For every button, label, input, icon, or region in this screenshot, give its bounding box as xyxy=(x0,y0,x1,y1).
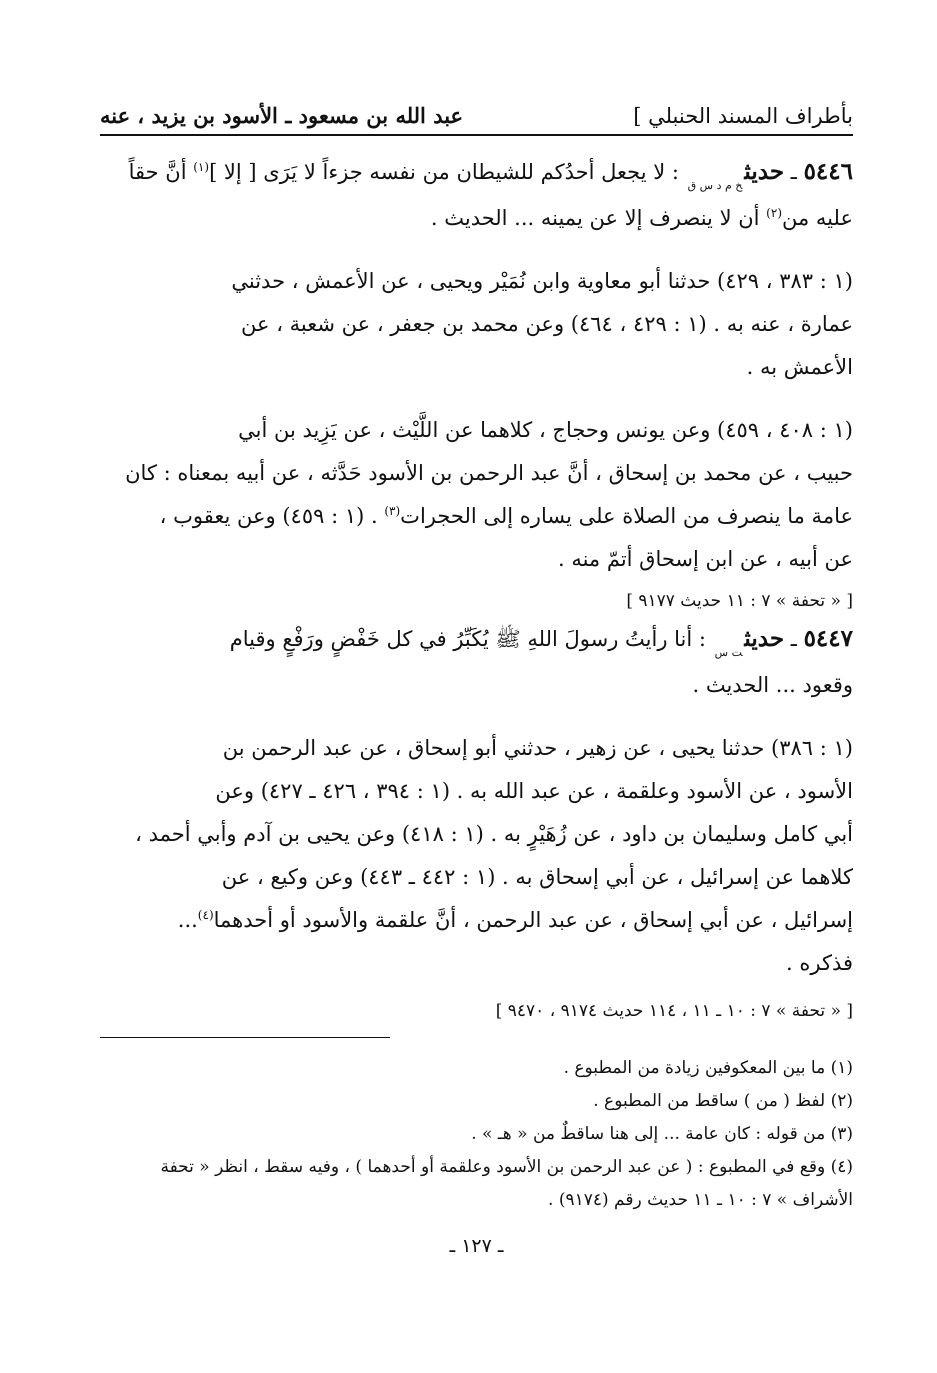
text-segment: إسرائيل ، عن أبي إسحاق ، عن عبد الرحمن ، أنَّ علقمة والأسود أو أحدهما xyxy=(213,908,853,932)
header-narrator-name: الأسود بن يزيد ، عنه xyxy=(100,103,278,128)
footnote-ref-4: (٤) xyxy=(197,908,214,922)
footnote-4-continued: الأشراف » ٧ : ١٠ ـ ١١ حديث رقم (٩١٧٤) . xyxy=(548,1190,853,1210)
text-line: (١ : ٣٨٣ ، ٤٢٩) حدثنا أبو معاوية وابن نُمَيْر ويحيى ، عن الأعمش ، حدثني xyxy=(231,269,853,293)
footnote-ref-1: (١) xyxy=(193,160,210,174)
hadith-number: ٥٤٤٧ xyxy=(803,625,853,652)
hadith-text: : أنا رأيتُ رسولَ اللهِ ﷺ يُكَبِّرُ في كل خَفْضٍ ورَفْعٍ وقيام xyxy=(229,627,706,651)
text-line xyxy=(100,495,853,538)
hadith-text: عليه من xyxy=(782,206,853,230)
hadith-label: حديث xyxy=(744,625,785,652)
footnote-4: (٤) وقع في المطبوع : ( عن عبد الرحمن بن الأسود وعلقمة أو أحدهما ) ، وفيه سقط ، انظر « تحفة xyxy=(160,1157,853,1177)
page-number: ـ ١٢٧ ـ xyxy=(449,1235,504,1257)
footnote-divider xyxy=(100,1037,390,1038)
document-page xyxy=(100,96,853,1257)
text-line: الأسود ، عن الأسود وعلقمة ، عن عبد الله به . (١ : ٣٩٤ ، ٤٢٦ ـ ٤٢٧) وعن xyxy=(215,779,853,803)
header-section xyxy=(100,103,463,128)
header-separator: ـ xyxy=(285,103,292,128)
hadith-sigla: خ م د س ق xyxy=(687,179,743,192)
hadith-number: ٥٤٤٦ xyxy=(803,158,853,185)
text-line: عن أبيه ، عن ابن إسحاق أتمّ منه . xyxy=(557,547,853,571)
text-line: (١ : ٣٨٦) حدثنا يحيى ، عن زهير ، حدثني أبو إسحاق ، عن عبد الرحمن بن xyxy=(222,736,853,760)
header-companion-name: عبد الله بن مسعود xyxy=(298,103,464,128)
hadith-dash: ـ xyxy=(790,627,797,651)
hadith-dash: ـ xyxy=(790,160,797,184)
footnote-2: (٢) لفظ ( من ) ساقط من المطبوع . xyxy=(593,1091,853,1111)
hadith-sigla: ت س xyxy=(714,646,743,659)
footnote-1: (١) ما بين المعكوفين زيادة من المطبوع . xyxy=(563,1058,853,1078)
header-book-title: بأطراف المسند الحنبلي ] xyxy=(633,104,853,128)
footnote-ref-3: (٣) xyxy=(384,504,401,518)
text-segment: ... xyxy=(177,908,198,932)
footnote-ref-2: (٢) xyxy=(766,206,782,220)
hadith-text: : لا يجعل أحدُكم للشيطان من نفسه جزءاً لا يَرَى [ إلا ] xyxy=(209,160,679,184)
tuhfa-reference-2: [ « تحفة » ٧ : ١٠ ـ ١١ ، ١١٤ حديث ٩١٧٤ ، ٩٤٧٠ ] xyxy=(495,1001,853,1021)
text-line: عمارة ، عنه به . (١ : ٤٢٩ ، ٤٦٤) وعن محمد بن جعفر ، عن شعبة ، عن xyxy=(241,312,853,336)
isnad-paragraph-1 xyxy=(100,260,853,389)
isnad-paragraph-2 xyxy=(100,409,853,581)
text-line xyxy=(100,899,853,942)
text-segment: . (١ : ٤٥٩) وعن يعقوب ، xyxy=(159,504,378,528)
tuhfa-reference-1: [ « تحفة » ٧ : ١١ حديث ٩١٧٧ ] xyxy=(626,591,853,611)
hadith-text: وقعود ... الحديث . xyxy=(692,673,853,697)
hadith-text: أنَّ حقاً xyxy=(128,160,187,184)
footnotes xyxy=(100,1038,853,1217)
text-line: أبي كامل وسليمان بن داود ، عن زُهَيْرٍ به . (١ : ٤١٨) وعن يحيى بن آدم وأبي أحمد ، xyxy=(135,822,853,846)
text-line: حبيب ، عن محمد بن إسحاق ، أنَّ عبد الرحمن بن الأسود حَدَّثه ، عن أبيه بمعناه : كان xyxy=(125,461,853,485)
text-segment: عامة ما ينصرف من الصلاة على يساره إلى الحجرات xyxy=(400,504,853,528)
hadith-label: حديث xyxy=(744,158,785,185)
footnote-3: (٣) من قوله : كان عامة ... إلى هنا ساقطٌ من « هـ » . xyxy=(471,1124,853,1144)
text-line: الأعمش به . xyxy=(746,355,853,379)
hadith-5447 xyxy=(100,617,853,707)
hadith-5446 xyxy=(100,150,853,240)
text-line: كلاهما عن إسرائيل ، عن أبي إسحاق به . (١ : ٤٤٢ ـ ٤٤٣) وعن وكيع ، عن xyxy=(221,865,853,889)
running-header xyxy=(100,96,853,136)
text-line: (١ : ٤٠٨ ، ٤٥٩) وعن يونس وحجاج ، كلاهما عن اللَّيْث ، عن يَزِيد بن أبي xyxy=(238,418,853,442)
text-line: فذكره . xyxy=(786,951,853,975)
hadith-text: أن لا ينصرف إلا عن يمينه ... الحديث . xyxy=(430,206,760,230)
isnad-paragraph-3 xyxy=(100,727,853,985)
